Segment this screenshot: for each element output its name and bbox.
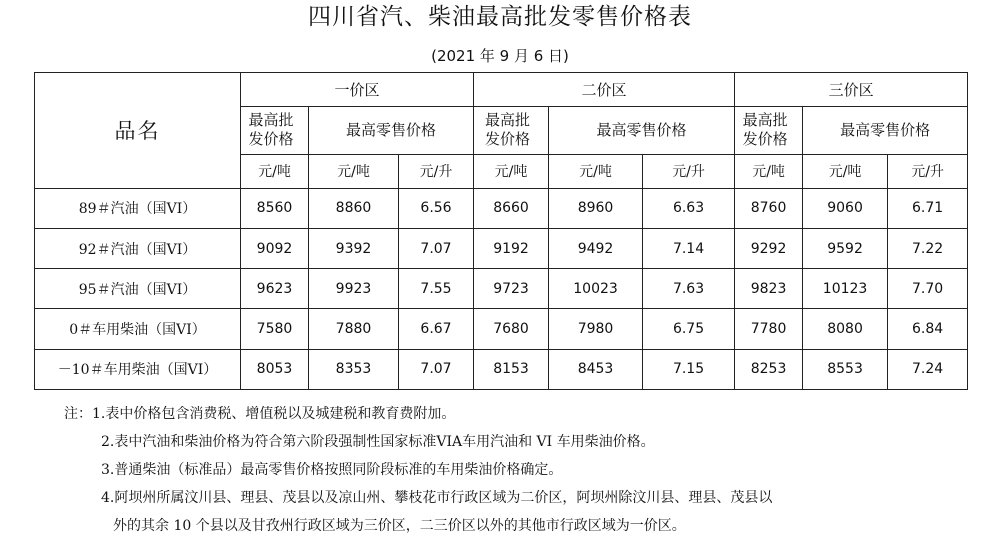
price-cell: 9923 [309, 269, 399, 309]
price-cell: 6.56 [399, 188, 474, 228]
product-name: 89＃汽油（国VI） [35, 188, 241, 228]
note-text: 1.表中价格包含消费税、增值税以及城建税和教育费附加。 [92, 406, 456, 422]
price-cell: 8960 [549, 188, 643, 228]
unit-cell: 元/吨 [549, 154, 643, 188]
price-cell: 8353 [309, 349, 399, 389]
price-cell: 9623 [241, 269, 309, 309]
price-cell: 9492 [549, 228, 643, 268]
price-cell: 7980 [549, 309, 643, 349]
product-name: －10＃车用柴油（国VI） [35, 349, 241, 389]
table-row [35, 269, 968, 309]
date-subtitle: (2021 年 9 月 6 日) [431, 47, 569, 65]
price-cell: 7.14 [643, 228, 735, 268]
wholesale-header [735, 107, 803, 154]
price-cell: 7780 [735, 309, 803, 349]
note-item [64, 400, 984, 428]
price-cell: 7.63 [643, 269, 735, 309]
note-item: 2.表中汽油和柴油价格为符合第六阶段强制性国家标准VIA车用汽油和 VI 车用柴油价格。 [101, 434, 655, 450]
price-cell: 8553 [803, 349, 888, 389]
price-cell: 8760 [735, 188, 803, 228]
price-cell: 6.71 [888, 188, 968, 228]
price-cell: 8453 [549, 349, 643, 389]
price-cell: 8153 [474, 349, 549, 389]
price-cell: 7.07 [399, 349, 474, 389]
price-cell: 9723 [474, 269, 549, 309]
price-cell: 6.67 [399, 309, 474, 349]
price-cell: 9592 [803, 228, 888, 268]
region-header-2: 二价区 [474, 73, 735, 107]
product-name: 92＃汽油（国VI） [35, 228, 241, 268]
unit-cell: 元/吨 [803, 154, 888, 188]
price-cell: 10023 [549, 269, 643, 309]
table-row [35, 228, 968, 268]
retail-header: 最高零售价格 [309, 107, 474, 154]
price-table [34, 72, 968, 390]
price-cell: 6.75 [643, 309, 735, 349]
wholesale-header-text: 最高批发价格 [742, 111, 788, 149]
price-cell: 7580 [241, 309, 309, 349]
price-cell: 7.22 [888, 228, 968, 268]
price-cell: 8080 [803, 309, 888, 349]
price-cell: 7.07 [399, 228, 474, 268]
price-cell: 9092 [241, 228, 309, 268]
table-row [35, 188, 968, 228]
product-name: 0＃车用柴油（国VI） [35, 309, 241, 349]
unit-cell: 元/升 [643, 154, 735, 188]
price-cell: 7.55 [399, 269, 474, 309]
unit-cell: 元/吨 [474, 154, 549, 188]
price-cell: 6.63 [643, 188, 735, 228]
price-cell: 7.15 [643, 349, 735, 389]
price-cell: 8253 [735, 349, 803, 389]
price-cell: 10123 [803, 269, 888, 309]
price-cell: 7680 [474, 309, 549, 349]
note-item: 4.阿坝州所属汶川县、理县、茂县以及凉山州、攀枝花市行政区域为二价区，阿坝州除汶川县、理县、茂县以 [101, 490, 773, 506]
price-cell: 8560 [241, 188, 309, 228]
page-title: 四川省汽、柴油最高批发零售价格表 [308, 4, 692, 30]
retail-header: 最高零售价格 [803, 107, 968, 154]
wholesale-header-text: 最高批发价格 [485, 111, 531, 149]
product-header: 品名 [35, 73, 241, 189]
unit-cell: 元/升 [888, 154, 968, 188]
price-cell: 9823 [735, 269, 803, 309]
wholesale-header [474, 107, 549, 154]
region-header-3: 三价区 [735, 73, 968, 107]
wholesale-header [241, 107, 309, 154]
price-cell: 6.84 [888, 309, 968, 349]
price-cell: 9060 [803, 188, 888, 228]
unit-cell: 元/吨 [241, 154, 309, 188]
note-item: 3.普通柴油（标准品）最高零售价格按照同阶段标准的车用柴油价格确定。 [101, 462, 563, 478]
price-cell: 8860 [309, 188, 399, 228]
notes-section [64, 400, 984, 540]
wholesale-header-text: 最高批发价格 [248, 111, 294, 149]
price-cell: 9392 [309, 228, 399, 268]
unit-cell: 元/吨 [735, 154, 803, 188]
notes-label: 注： [64, 406, 92, 422]
note-item: 外的其余 10 个县以及甘孜州行政区域为三价区，二三价区以外的其他市行政区域为一价区。 [113, 518, 686, 534]
unit-cell: 元/吨 [309, 154, 399, 188]
price-cell: 7.24 [888, 349, 968, 389]
unit-cell: 元/升 [399, 154, 474, 188]
price-cell: 7880 [309, 309, 399, 349]
table-row [35, 309, 968, 349]
price-cell: 8053 [241, 349, 309, 389]
table-row [35, 349, 968, 389]
price-cell: 7.70 [888, 269, 968, 309]
price-cell: 9192 [474, 228, 549, 268]
product-name: 95＃汽油（国VI） [35, 269, 241, 309]
price-cell: 8660 [474, 188, 549, 228]
retail-header: 最高零售价格 [549, 107, 735, 154]
price-cell: 9292 [735, 228, 803, 268]
region-header-1: 一价区 [241, 73, 474, 107]
